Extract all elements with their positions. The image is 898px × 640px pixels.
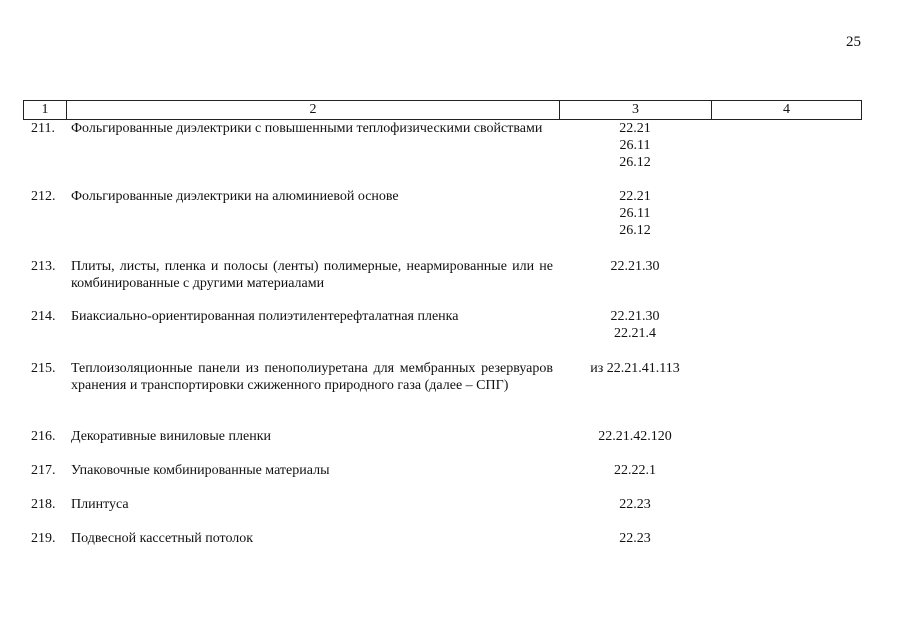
row-code: 22.21.42.120: [598, 429, 672, 444]
row-codes: [559, 258, 711, 275]
header-col-1: 1: [24, 101, 67, 119]
row-number: 213.: [31, 259, 56, 274]
row-code: 22.21.30: [610, 309, 660, 324]
row-number: 214.: [31, 309, 56, 324]
row-codes: [559, 496, 711, 513]
row-code: 26.11: [619, 206, 651, 221]
row-code: 22.21.30: [610, 259, 660, 274]
row-number: 216.: [31, 429, 56, 444]
row-codes: [559, 308, 711, 342]
page-number: 25: [846, 34, 861, 50]
row-number: 212.: [31, 189, 56, 204]
row-name: Теплоизоляционные панели из пенополиуретана для мембранных резервуаров хранения и транспортировки сжиженного природного газа (далее – СПГ): [71, 361, 553, 393]
row-code: 22.23: [619, 497, 651, 512]
header-col-4: 4: [783, 102, 790, 117]
row-code: из 22.21.41.113: [590, 361, 680, 376]
table-header: [23, 100, 862, 120]
row-code: 22.21: [619, 121, 651, 136]
row-code: 22.22.1: [614, 463, 656, 478]
row-code: 22.21: [619, 189, 651, 204]
row-code: 22.23: [619, 531, 651, 546]
row-name: Плинтуса: [71, 497, 129, 512]
row-code: 26.11: [619, 138, 651, 153]
row-codes: [559, 188, 711, 239]
row-number: 215.: [31, 361, 56, 376]
row-name: Упаковочные комбинированные материалы: [71, 463, 330, 478]
row-name: Биаксиально-ориентированная полиэтилентерефталатная пленка: [71, 309, 459, 324]
row-number: 219.: [31, 531, 56, 546]
header-col-2: 2: [67, 101, 560, 119]
row-number: 217.: [31, 463, 56, 478]
row-number: 211.: [31, 121, 55, 136]
row-name: Декоративные виниловые пленки: [71, 429, 271, 444]
row-codes: [559, 120, 711, 171]
header-col-3: 3: [560, 101, 712, 119]
row-code: 26.12: [619, 155, 651, 170]
row-codes: [559, 360, 711, 377]
row-codes: [559, 428, 711, 445]
row-name: Подвесной кассетный потолок: [71, 531, 254, 546]
row-codes: [559, 530, 711, 547]
row-codes: [559, 462, 711, 479]
row-name: Плиты, листы, пленка и полосы (ленты) полимерные, неармированные или не комбинированные с другими материалами: [71, 259, 553, 291]
row-name: Фольгированные диэлектрики на алюминиевой основе: [71, 189, 399, 204]
row-code: 22.21.4: [614, 326, 656, 341]
row-number: 218.: [31, 497, 56, 512]
row-code: 26.12: [619, 223, 651, 238]
row-name: Фольгированные диэлектрики с повышенными теплофизическими свойствами: [71, 121, 543, 136]
